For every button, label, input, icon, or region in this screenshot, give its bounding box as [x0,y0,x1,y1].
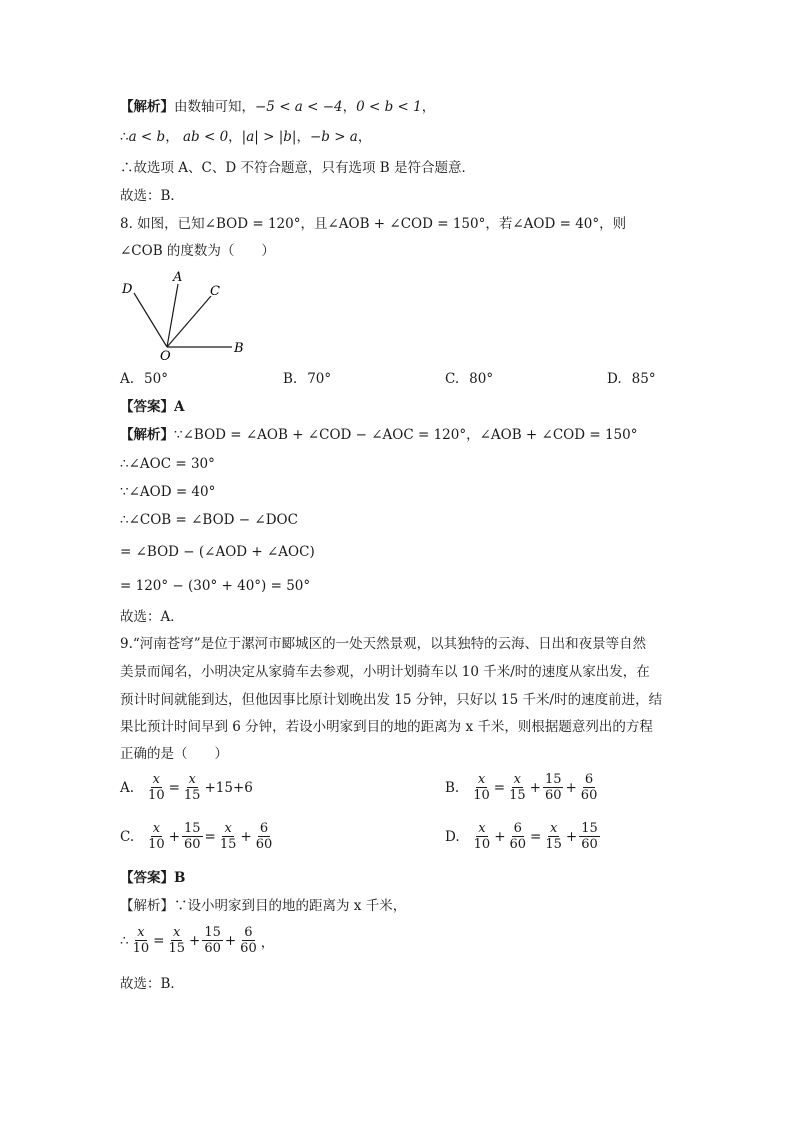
fraction: $\frac{x}{15}$ [168,925,185,956]
q9-choose: 故选：B． [120,976,184,992]
q8-choose: 故选：A． [120,609,184,625]
q8-option-d[interactable]: D. 85° [607,371,656,387]
q8-option-a[interactable]: A. 50° [120,371,168,387]
q7-choose: 故选：B． [120,188,184,204]
q8-analysis-line2: ∴∠AOC = 30° [120,456,215,472]
fraction: $\frac{x}{10}$ [473,821,491,852]
fraction: $\frac{15}{60}$ [184,821,201,852]
label-b: B [234,341,244,356]
fraction: $\frac{6}{60}$ [240,925,257,956]
fraction: $\frac{15}{60}$ [204,925,221,956]
fraction: $\frac{6}{60}$ [509,821,527,852]
q9-analysis: 【解析】∵设小明家到目的地的距离为 x 千米， [120,898,407,914]
q7-relations-line: ∴a < b， ab < 0，|a| > |b|，−b > a， [120,129,372,145]
ray-oc [167,296,211,347]
label-o: O [160,349,171,363]
q8-stem-line1: 8. 如图，已知∠BOD = 120°，且∠AOB + ∠COD = 150°，若∠AOD = 40°，则 [120,216,627,232]
fraction: $\frac{x}{15}$ [509,772,526,803]
q8-analysis-line4: ∴∠COB = ∠BOD − ∠DOC [120,512,298,528]
ray-oa [167,284,178,347]
fraction: $\frac{x}{10}$ [132,925,150,956]
fraction: $\frac{x}{10}$ [148,772,165,803]
fraction: $\frac{x}{15}$ [545,821,562,852]
analysis-tag: 【解析】 [120,99,174,115]
q8-option-b[interactable]: B. 70° [283,371,332,387]
q8-analysis-line1: 【解析】∵∠BOD = ∠AOB + ∠COD − ∠AOC = 120°，∠AOB + ∠COD = 150° [120,427,638,443]
fraction: $\frac{15}{60}$ [544,772,562,803]
q9-answer: 【答案】B [120,870,186,886]
q9-stem-line3: 预计时间就能到达，但他因事比原计划晚出发 15 分钟，只好以 15 千米/时的速度前进，结 [120,692,663,708]
q9-stem-line5: 正确的是（ ） [120,746,228,762]
fraction: $\frac{x}{10}$ [148,821,165,852]
q8-answer: 【答案】A [120,399,185,415]
angle-figure [116,268,256,363]
q7-conclusion: ∴故选项 A、C、D 不符合题意，只有选项 B 是符合题意． [120,160,475,176]
q8-analysis-line5: = ∠BOD − (∠AOD + ∠AOC) [120,544,315,560]
q9-stem-line2: 美景而闻名，小明决定从家骑车去参观，小明计划骑车以 10 千米/时的速度从家出发，在 [120,664,650,680]
ray-od [134,293,167,347]
label-c: C [210,284,220,299]
q7-analysis-line: 【解析】由数轴可知，−5 < a < −4，0 < b < 1， [120,99,436,115]
fraction: $\frac{x}{15}$ [219,821,237,852]
q9-option-a[interactable]: A. $\frac{x}{10}$ = $\frac{x}{15}$ +15+6 [120,772,253,803]
q9-option-d[interactable]: D. $\frac{x}{10}$ + $\frac{6}{60}$ = $\frac{x}{15}$ + $\frac{15}{60}$ [445,821,598,852]
q9-stem-line4: 果比预计时间早到 6 分钟，若设小明家到目的地的距离为 x 千米，则根据题意列出的方程 [120,719,653,735]
q9-option-c[interactable]: C. $\frac{x}{10}$ + $\frac{15}{60}$ = $\frac{x}{15}$ + $\frac{6}{60}$ [120,821,273,852]
label-d: D [122,282,133,297]
q8-analysis-line3: ∵∠AOD = 40° [120,484,216,500]
q8-stem-line2: ∠COB 的度数为（ ） [120,243,275,259]
q9-stem-line1: 9.“河南苍穹”是位于漯河市郾城区的一处天然景观，以其独特的云海、日出和夜景等自然 [120,636,647,652]
fraction: $\frac{x}{15}$ [183,772,201,803]
label-a: A [173,270,183,285]
q8-analysis-line6: = 120° − (30° + 40°) = 50° [120,578,311,594]
fraction: $\frac{x}{10}$ [473,772,490,803]
q9-option-b[interactable]: B. $\frac{x}{10}$ = $\frac{x}{15}$ + $\frac{15}{60}$ + $\frac{6}{60}$ [445,772,598,803]
q9-equation: ∴ $\frac{x}{10}$ = $\frac{x}{15}$ + $\frac{15}{60}$ + $\frac{6}{60}$ ， [120,925,275,956]
fraction: $\frac{6}{60}$ [580,772,598,803]
fraction: $\frac{15}{60}$ [581,821,598,852]
q8-option-c[interactable]: C. 80° [445,371,494,387]
fraction: $\frac{6}{60}$ [255,821,273,852]
